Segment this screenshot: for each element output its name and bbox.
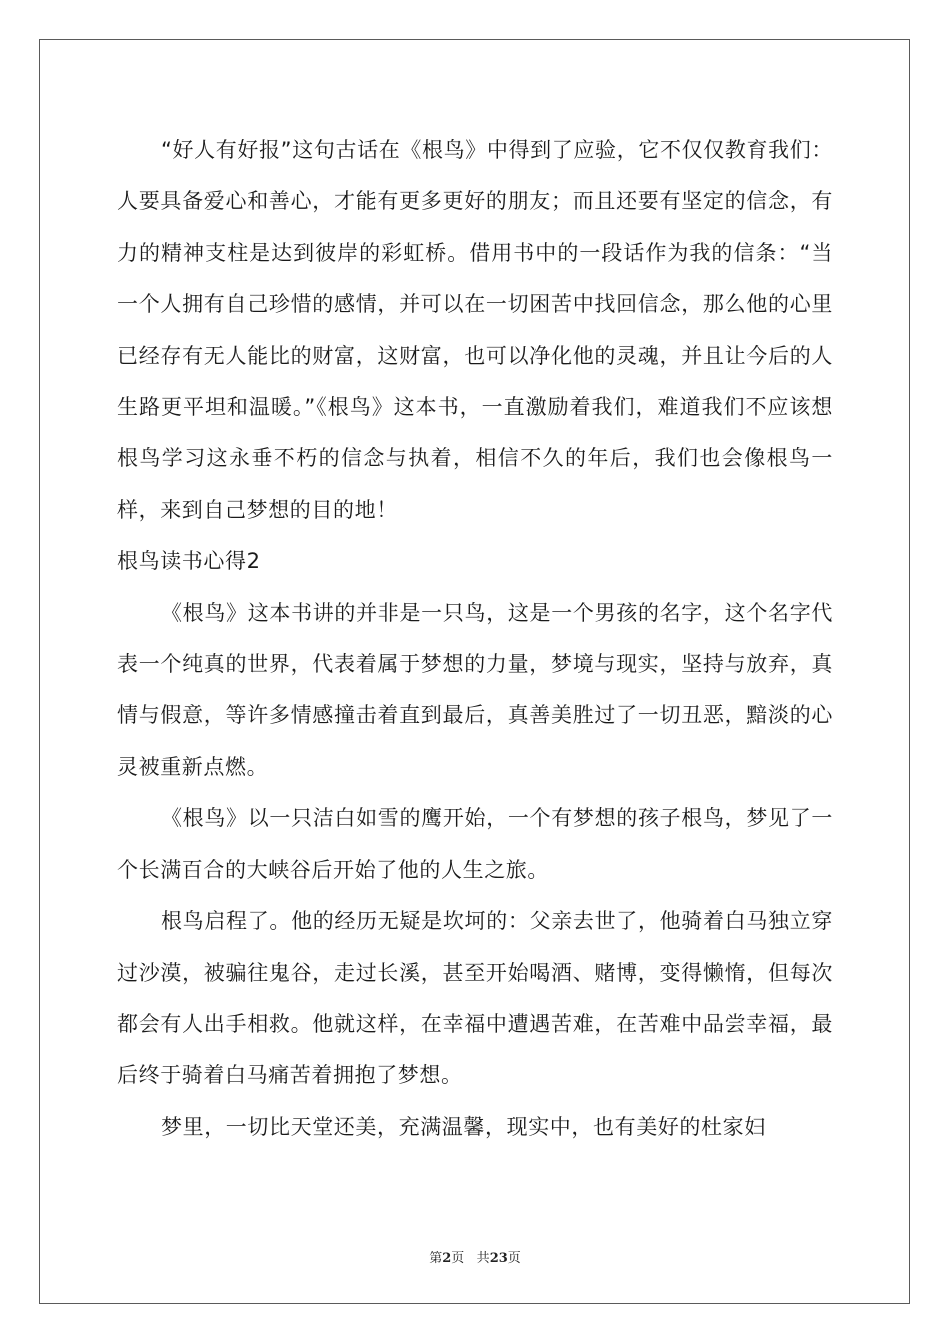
footer-total-prefix: 共 <box>476 1251 490 1266</box>
total-pages-number: 23 <box>489 1251 508 1266</box>
footer-total-suffix: 页 <box>507 1251 521 1266</box>
footer-page-word: 页 <box>451 1251 465 1266</box>
section-heading: 根鸟读书心得2 <box>117 549 261 574</box>
current-page-number: 2 <box>442 1251 452 1266</box>
paragraph-2: 《根鸟》这本书讲的并非是一只鸟，这是一个男孩的名字，这个名字代表一个纯真的世界，代表着属于梦想的力量，梦境与现实，坚持与放弃，真情与假意，等许多情感撞击着直到最后，真善美胜过了一切丑恶，黯淡的心灵被重新点燃。 <box>117 600 833 779</box>
paragraph-3: 《根鸟》以一只洁白如雪的鹰开始，一个有梦想的孩子根鸟，梦见了一个长满百合的大峡谷后开始了他的人生之旅。 <box>117 806 833 882</box>
paragraph-5: 梦里，一切比天堂还美，充满温馨，现实中，也有美好的杜家妇 <box>161 1114 766 1139</box>
page-footer <box>0 1247 950 1266</box>
document-body <box>117 125 833 1153</box>
paragraph-4: 根鸟启程了。他的经历无疑是坎坷的：父亲去世了，他骑着白马独立穿过沙漠，被骗往鬼谷，走过长溪，甚至开始喝酒、赌博，变得懒惰，但每次都会有人出手相救。他就这样，在幸福中遭遇苦难，在苦难中品尝幸福，最后终于骑着白马痛苦着拥抱了梦想。 <box>117 909 833 1088</box>
footer-prefix: 第 <box>429 1251 443 1266</box>
paragraph-1: “好人有好报”这句古话在《根鸟》中得到了应验，它不仅仅教育我们：人要具备爱心和善心，才能有更多更好的朋友；而且还要有坚定的信念，有力的精神支柱是达到彼岸的彩虹桥。借用书中的一段话作为我的信条：“当一个人拥有自己珍惜的感情，并可以在一切困苦中找回信念，那么他的心里已经存有无人能比的财富，这财富，也可以净化他的灵魂，并且让今后的人生路更平坦和温暖。”《根鸟》这本书，一直激励着我们，难道我们不应该想根鸟学习这永垂不朽的信念与执着，相信不久的年后，我们也会像根鸟一样，来到自己梦想的目的地！ <box>117 138 833 522</box>
